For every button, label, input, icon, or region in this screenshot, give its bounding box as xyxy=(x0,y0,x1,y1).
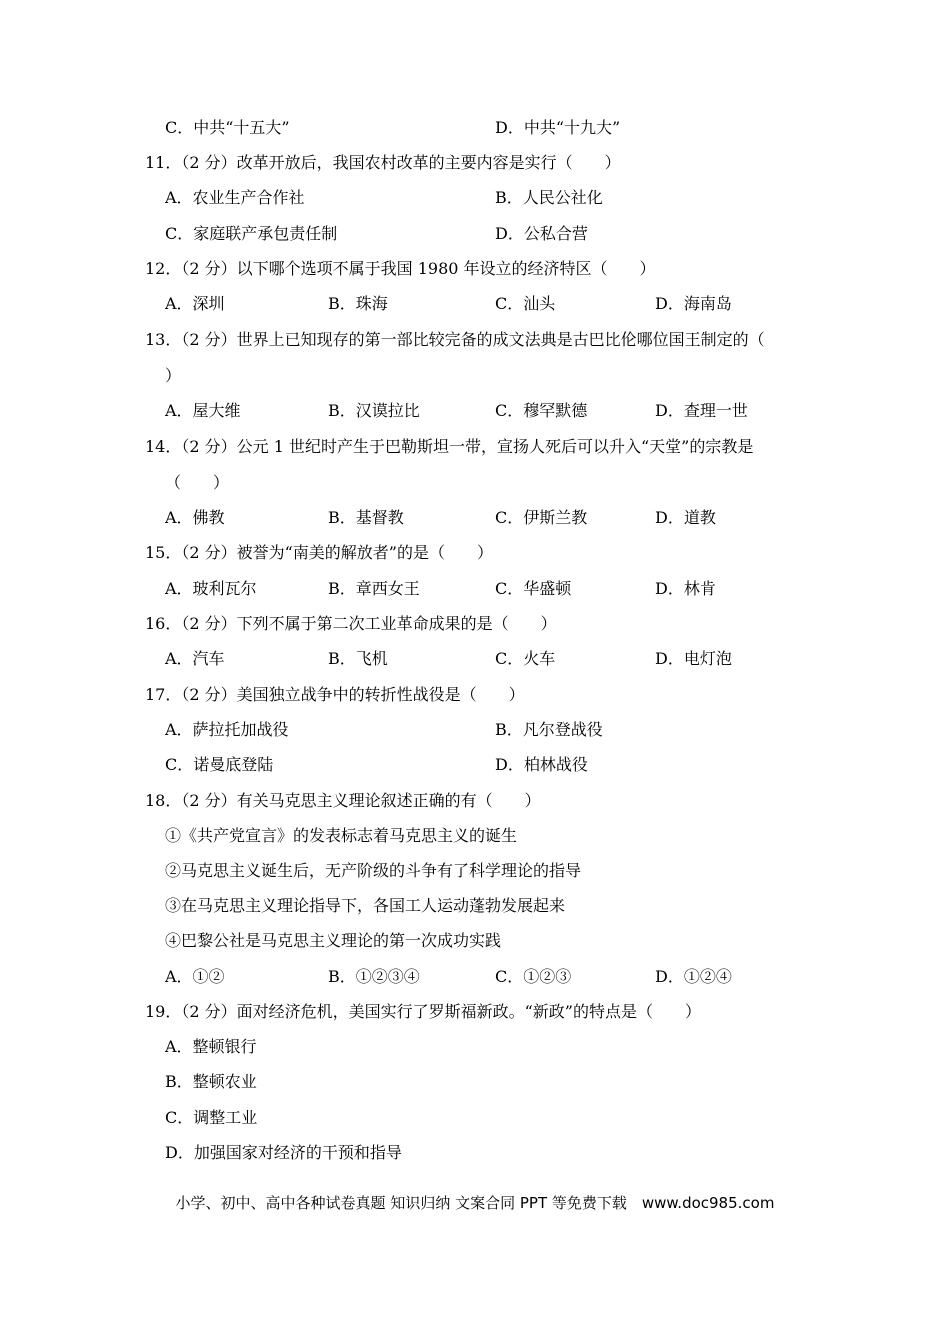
q12-option-d: D．海南岛 xyxy=(655,294,732,313)
q12-option-a: A．深圳 xyxy=(165,294,225,313)
q14-stem: 14．（2 分）公元 1 世纪时产生于巴勒斯坦一带，宣扬人死后可以升入“天堂”的宗教是 xyxy=(145,437,754,456)
q13-option-c: C．穆罕默德 xyxy=(495,401,588,420)
q17-option-b: B．凡尔登战役 xyxy=(495,720,603,739)
q19-option-d: D．加强国家对经济的干预和指导 xyxy=(165,1143,402,1162)
q11-option-c: C．家庭联产承包责任制 xyxy=(165,224,338,243)
q15-option-c: C．华盛顿 xyxy=(495,579,572,598)
q18-statement-3: ③在马克思主义理论指导下，各国工人运动蓬勃发展起来 xyxy=(165,896,566,915)
q18-option-c: C．①②③ xyxy=(495,967,572,986)
q16-stem: 16．（2 分）下列不属于第二次工业革命成果的是（ ） xyxy=(145,614,557,633)
q19-option-c: C．调整工业 xyxy=(165,1108,258,1127)
q11-option-a: A．农业生产合作社 xyxy=(165,188,305,207)
q18-option-a: A．①② xyxy=(165,967,225,986)
q17-stem: 17．（2 分）美国独立战争中的转折性战役是（ ） xyxy=(145,685,525,704)
q13-stem-continuation: ） xyxy=(165,366,182,385)
q16-option-c: C．火车 xyxy=(495,649,556,668)
q19-option-b: B．整顿农业 xyxy=(165,1072,257,1091)
page-footer: 小学、初中、高中各种试卷真题 知识归纳 文案合同 PPT 等免费下载 www.doc985.com xyxy=(175,1194,775,1212)
q14-option-a: A．佛教 xyxy=(165,508,225,527)
q12-option-c: C．汕头 xyxy=(495,294,556,313)
q14-stem-continuation: （ ） xyxy=(165,473,230,492)
q15-option-b: B．章西女王 xyxy=(328,579,420,598)
q11-stem: 11．（2 分）改革开放后，我国农村改革的主要内容是实行（ ） xyxy=(145,153,621,172)
q18-option-d: D．①②④ xyxy=(655,967,732,986)
q10-option-c: C．中共“十五大” xyxy=(165,118,290,137)
q18-statement-4: ④巴黎公社是马克思主义理论的第一次成功实践 xyxy=(165,931,502,950)
q12-stem: 12．（2 分）以下哪个选项不属于我国 1980 年设立的经济特区（ ） xyxy=(145,259,656,278)
q18-statement-1: ①《共产党宣言》的发表标志着马克思主义的诞生 xyxy=(165,826,518,845)
q19-option-a: A．整顿银行 xyxy=(165,1037,257,1056)
q13-stem: 13．（2 分）世界上已知现存的第一部比较完备的成文法典是古巴比伦哪位国王制定的（ xyxy=(145,330,765,349)
q13-option-b: B．汉谟拉比 xyxy=(328,401,420,420)
q14-option-b: B．基督教 xyxy=(328,508,404,527)
q11-option-b: B．人民公社化 xyxy=(495,188,603,207)
q15-stem: 15．（2 分）被誉为“南美的解放者”的是（ ） xyxy=(145,543,493,562)
q15-option-a: A．玻利瓦尔 xyxy=(165,579,257,598)
q13-option-d: D．查理一世 xyxy=(655,401,748,420)
q18-option-b: B．①②③④ xyxy=(328,967,420,986)
q17-option-a: A．萨拉托加战役 xyxy=(165,720,289,739)
q18-statement-2: ②马克思主义诞生后，无产阶级的斗争有了科学理论的指导 xyxy=(165,861,582,880)
q16-option-d: D．电灯泡 xyxy=(655,649,732,668)
q14-option-c: C．伊斯兰教 xyxy=(495,508,588,527)
q18-stem: 18．（2 分）有关马克思主义理论叙述正确的有（ ） xyxy=(145,791,541,810)
q12-option-b: B．珠海 xyxy=(328,294,388,313)
q13-option-a: A．屋大维 xyxy=(165,401,241,420)
q14-option-d: D．道教 xyxy=(655,508,716,527)
q17-option-c: C．诺曼底登陆 xyxy=(165,755,274,774)
q16-option-a: A．汽车 xyxy=(165,649,225,668)
q15-option-d: D．林肯 xyxy=(655,579,716,598)
q17-option-d: D．柏林战役 xyxy=(495,755,588,774)
q10-option-d: D．中共“十九大” xyxy=(495,118,621,137)
q19-stem: 19．（2 分）面对经济危机，美国实行了罗斯福新政。“新政”的特点是（ ） xyxy=(145,1002,701,1021)
q11-option-d: D．公私合营 xyxy=(495,224,588,243)
q16-option-b: B．飞机 xyxy=(328,649,388,668)
